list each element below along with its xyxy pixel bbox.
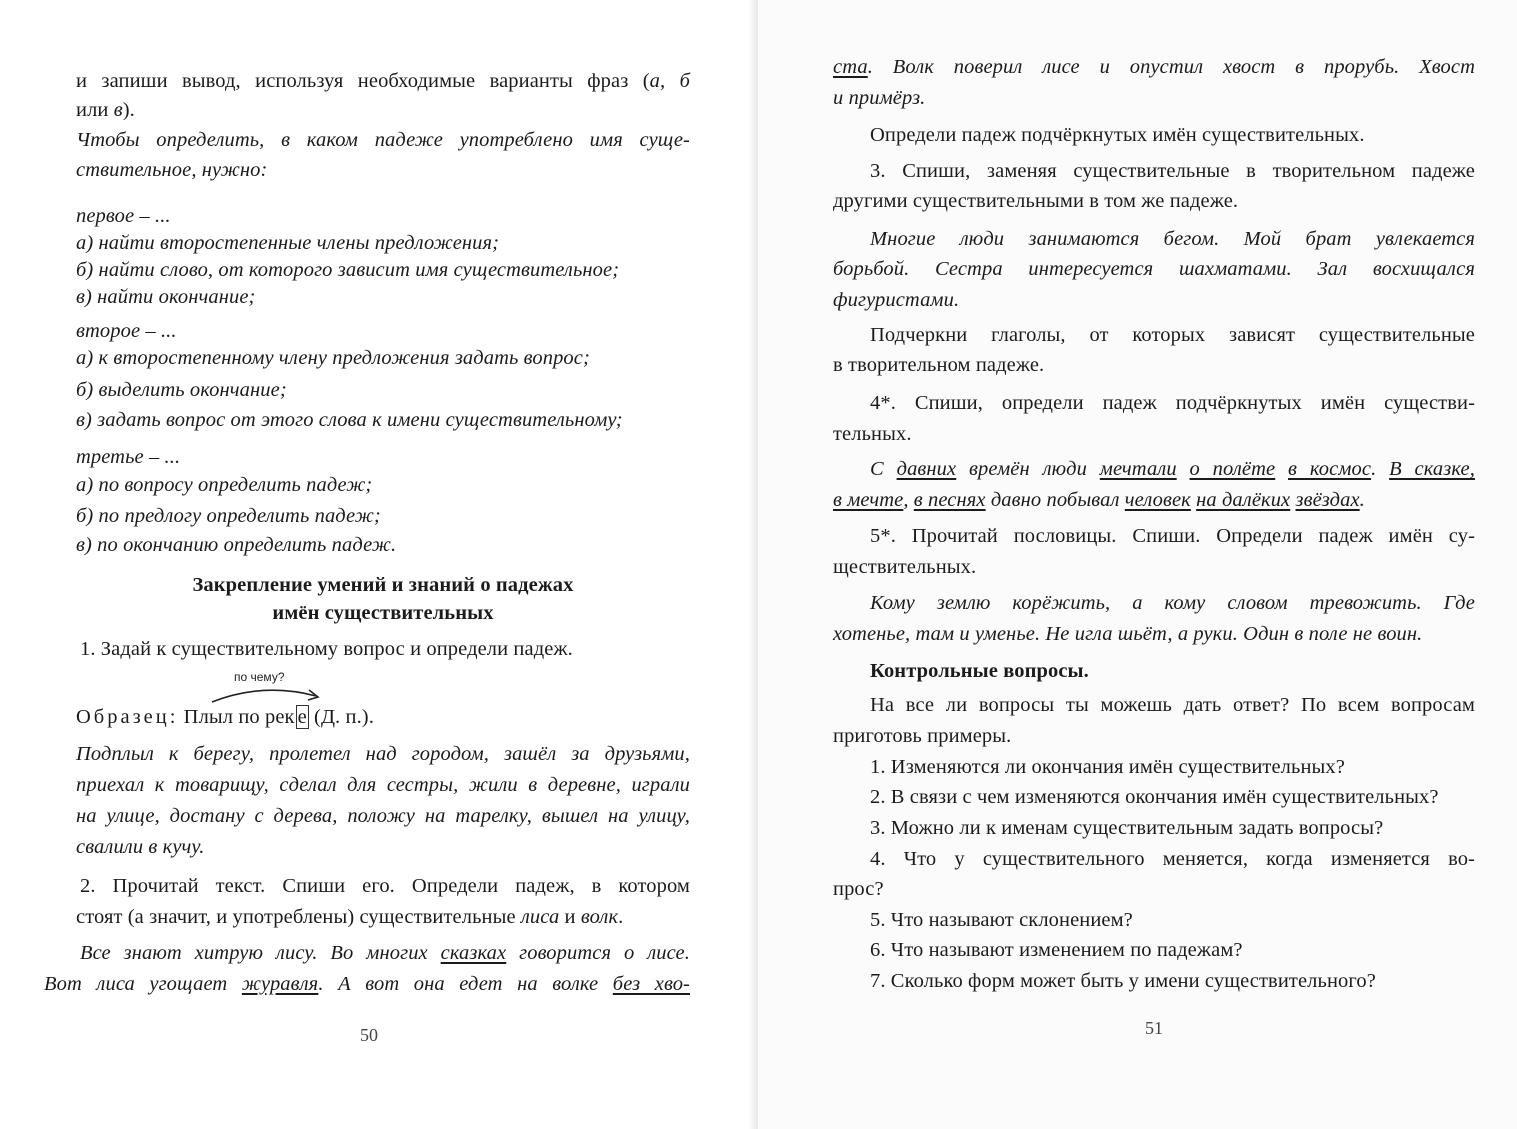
task-4: 4*. Спиши, определи падеж подчёркнутых имён существи- xyxy=(870,392,1475,414)
question-item: 1. Изменяются ли окончания имён существительных? xyxy=(870,756,1345,778)
task-1: 1. Задай к существительному вопрос и определи падеж. xyxy=(80,638,573,660)
question-item: 4. Что у существительного меняется, когда изменяется во- xyxy=(870,848,1475,870)
proverb-line: Кому землю корёжить, а кому словом тревожить. Где xyxy=(870,592,1475,614)
step-third: третье – ... xyxy=(76,446,181,468)
option-line: б) выделить окончание; xyxy=(76,379,287,401)
rule-line: Чтобы определить, в каком падеже употреблено имя суще- xyxy=(76,129,690,151)
task-3: 3. Спиши, заменяя существительные в творительном падеже xyxy=(870,160,1475,182)
question-item: 7. Сколько форм может быть у имени существительного? xyxy=(870,970,1376,992)
story-line: Вот лиса угощает журавля. А вот она едет на волке без хво- xyxy=(44,973,690,995)
intro-line: и запиши вывод, используя необходимые варианты фраз (а, б xyxy=(76,70,690,92)
instruction: Подчеркни глаголы, от которых зависят существительные xyxy=(870,324,1475,346)
option-line: в) задать вопрос от этого слова к имени существительному; xyxy=(76,409,623,431)
task-3-line-2: другими существительными в том же падеже. xyxy=(833,190,1239,212)
option-line: а) к второстепенному члену предложения задать вопрос; xyxy=(76,347,590,369)
task1-text: приехал к товарищу, сделал для сестры, жили в деревне, играли xyxy=(76,774,690,796)
proverb-line: хотенье, там и уменье. Не игла шьёт, а руки. Один в поле не воин. xyxy=(833,623,1423,645)
option-line: в) найти окончание; xyxy=(76,286,256,308)
right-page xyxy=(758,0,1517,1129)
ending-box: е xyxy=(297,706,307,728)
story-line: Все знают хитрую лису. Во многих сказках говорится о лисе. xyxy=(80,942,690,964)
story-line: ста. Волк поверил лисе и опустил хвост в прорубь. Хвост xyxy=(833,56,1475,78)
option-line: а) найти второстепенные члены предложения; xyxy=(76,232,500,254)
section-heading: Закрепление умений и знаний о падежах xyxy=(192,574,574,596)
task1-text: Подплыл к берегу, пролетел над городом, зашёл за друзьями, xyxy=(76,743,690,765)
task-4-line-2: тельных. xyxy=(833,423,912,445)
task3-text: борьбой. Сестра интересуется шахматами. Зал восхищался xyxy=(833,258,1475,280)
task4-text: С давних времён люди мечтали о полёте в космос. В сказке, xyxy=(870,458,1475,480)
story-line: и примёрз. xyxy=(833,87,926,109)
question-item: 5. Что называют склонением? xyxy=(870,909,1133,931)
task4-text: в мечте, в песнях давно побывал человек на далёких звёздах. xyxy=(833,489,1365,511)
rule-line: ствительное, нужно: xyxy=(76,159,268,181)
control-intro: На все ли вопросы ты можешь дать ответ? По всем вопросам xyxy=(870,694,1475,716)
intro-line-2: или в). xyxy=(76,99,135,121)
page-number: 50 xyxy=(360,1025,378,1045)
control-heading: Контрольные вопросы. xyxy=(870,660,1089,682)
task-5: 5*. Прочитай пословицы. Спиши. Определи падеж имён су- xyxy=(870,525,1475,547)
question-item: 2. В связи с чем изменяются окончания имён существительных? xyxy=(870,786,1439,808)
task-5-line-2: ществительных. xyxy=(833,556,977,578)
left-page xyxy=(0,0,758,1129)
step-second: второе – ... xyxy=(76,320,177,342)
sample-line: Образец: Плыл по рек е (Д. п.). xyxy=(76,706,374,728)
arrow-label: по чему? xyxy=(234,670,285,684)
question-item: 3. Можно ли к именам существительным задать вопросы? xyxy=(870,817,1384,839)
task-2-line-2: стоят (а значит, и употреблены) существительные лиса и волк. xyxy=(76,906,624,928)
task1-text: свалили в кучу. xyxy=(76,836,205,858)
question-item: 6. Что называют изменением по падежам? xyxy=(870,939,1243,961)
instruction-2: в творительном падеже. xyxy=(833,354,1045,376)
control-intro-2: приготовь примеры. xyxy=(833,725,1012,747)
task-2: 2. Прочитай текст. Спиши его. Определи падеж, в котором xyxy=(80,875,690,897)
instruction: Определи падеж подчёркнутых имён существительных. xyxy=(870,124,1365,146)
option-line: а) по вопросу определить падеж; xyxy=(76,474,373,496)
option-line: б) по предлогу определить падеж; xyxy=(76,505,381,527)
question-arrow-icon xyxy=(208,684,328,706)
task3-text: Многие люди занимаются бегом. Мой брат увлекается xyxy=(870,228,1475,250)
page-number: 51 xyxy=(1145,1018,1163,1038)
question-item: прос? xyxy=(833,878,884,900)
task1-text: на улице, достану с дерева, положу на тарелку, вышел на улицу, xyxy=(76,805,690,827)
option-line: б) найти слово, от которого зависит имя существительное; xyxy=(76,259,620,281)
step-first: первое – ... xyxy=(76,205,171,227)
option-line: в) по окончанию определить падеж. xyxy=(76,534,397,556)
task3-text: фигуристами. xyxy=(833,289,960,311)
section-heading-2: имён существительных xyxy=(272,602,494,624)
